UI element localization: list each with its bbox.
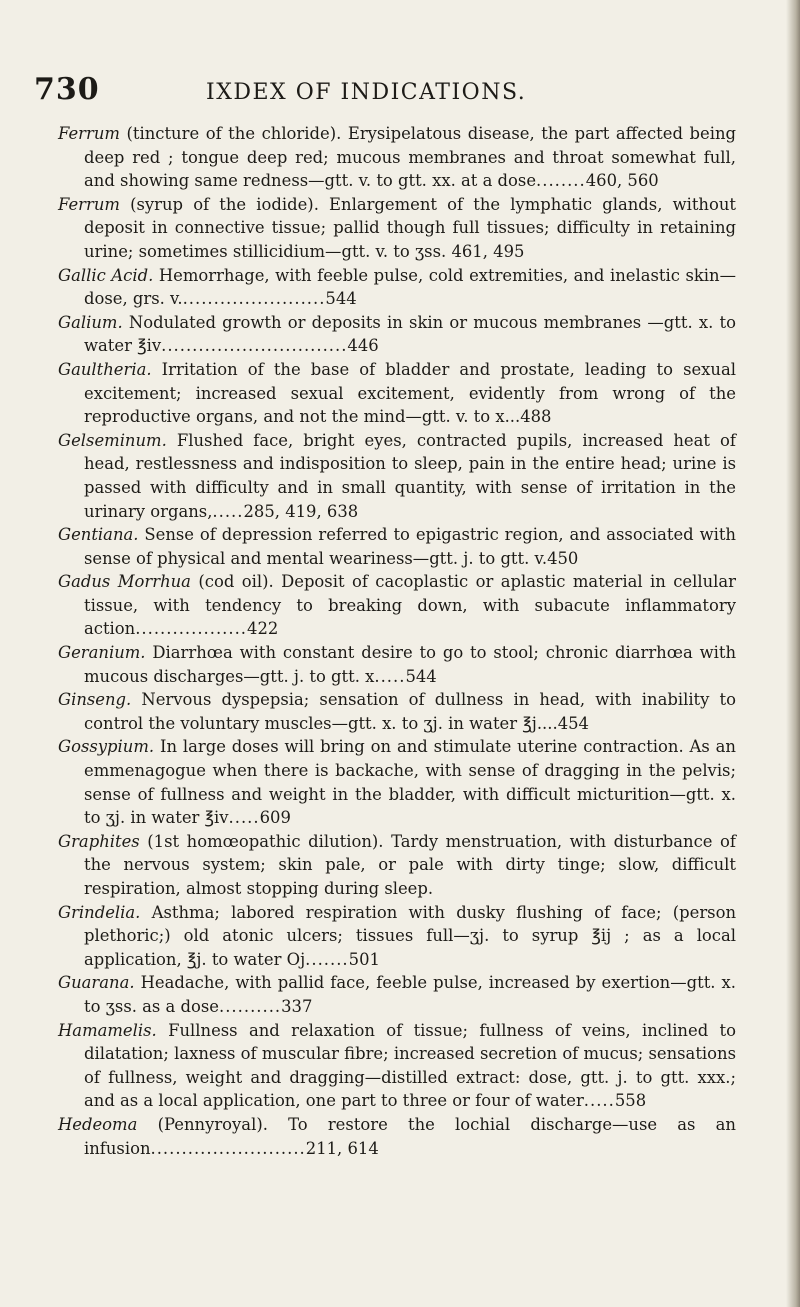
entry-pages: 460, 560 xyxy=(585,171,659,191)
page-header xyxy=(34,72,734,112)
index-entry: Hedeoma (Pennyroyal). To restore the lochial discharge—use as an infusion.........................211, 614 xyxy=(58,1114,736,1158)
entry-text: Asthma; labored respiration with dusky flushing of face; (person plethoric;) old atonic ulcers; tissues full—ʒj. to syrup ℥ij ; as a local application, ℥j. to water Oj xyxy=(84,902,736,969)
entry-text: Nervous dyspepsia; sensation of dullness in head, with inability to control the voluntary muscles—gtt. x. to ʒj. in water ℥j.... xyxy=(84,690,736,733)
entry-term: Ferrum xyxy=(58,194,120,214)
entry-pages: 544 xyxy=(325,289,357,309)
entry-text: (tincture of the chloride). Erysipelatous disease, the part affected being deep red ; tongue deep red; mucous membranes and throat somewhat full, and showing same redness—gtt. v. to gtt. xx. at a dose xyxy=(84,124,736,191)
entry-text: Diarrhœa with constant desire to go to stool; chronic diarrhœa with mucous discharges—gtt. j. to gtt. x xyxy=(84,643,736,686)
entry-pages: 422 xyxy=(247,619,279,639)
entry-text: Nodulated growth or deposits in skin or mucous membranes —gtt. x. to water ℥iv xyxy=(84,312,736,356)
index-entry: Geranium. Diarrhœa with constant desire to go to stool; chronic diarrhœa with mucous discharges—gtt. j. to gtt. x.....544 xyxy=(58,643,736,686)
page-number: 730 xyxy=(34,72,100,107)
entry-term: Ginseng. xyxy=(58,690,132,710)
entry-term: Gossypium. xyxy=(58,737,155,757)
entry-term: Gaultheria. xyxy=(58,359,152,379)
entry-pages: 211, 614 xyxy=(305,1138,379,1158)
entry-term: Hedeoma xyxy=(58,1114,138,1134)
index-entry xyxy=(58,688,736,735)
entry-pages: 446 xyxy=(347,336,379,356)
index-entry: Gossypium. In large doses will bring on and stimulate uterine contraction. As an emmenagogue when there is backache, with sense of dragging in the pelvis; sense of fullness and weight in the bladder, with difficult micturition—gtt. x. to ʒj. in water ℥iv.....609 xyxy=(58,737,736,828)
index-entry xyxy=(58,193,736,264)
running-head: IXDEX OF INDICATIONS. xyxy=(206,80,527,105)
entry-text: Hemorrhage, with feeble pulse, cold extremities, and inelastic skin—dose, grs. v. xyxy=(84,265,736,309)
entry-term: Graphites xyxy=(58,831,140,851)
entry-text: In large doses will bring on and stimulate uterine contraction. As an emmenagogue when there is backache, with sense of dragging in the pelvis; sense of fullness and weight in the bladder, with difficult micturition—gtt. x. to ʒj. in water ℥iv xyxy=(84,737,736,828)
entry-term: Hamamelis. xyxy=(58,1020,157,1040)
entry-term: Guarana. xyxy=(58,973,135,993)
entry-pages: 337 xyxy=(281,996,313,1016)
index-entry: Ferrum (tincture of the chloride). Erysipelatous disease, the part affected being deep red ; tongue deep red; mucous membranes and throat somewhat full, and showing same redness—gtt. v. to gtt. xx. at a dose........460, 560 xyxy=(58,124,736,191)
entry-term: Gadus Morrhua xyxy=(58,572,191,592)
entry-text: (1st homœopathic dilution). Tardy menstruation, with disturbance of the nervous system; skin pale, or pale with dirty tinge; slow, difficult respiration, almost stopping during sleep. xyxy=(84,831,736,898)
page-edge-shadow xyxy=(786,0,800,1307)
index-entry: Galium. Nodulated growth or deposits in skin or mucous membranes —gtt. x. to water ℥iv..............................446 xyxy=(58,312,736,356)
entry-pages: 544 xyxy=(405,666,437,686)
entry-text: Flushed face, bright eyes, contracted pupils, increased heat of head, restlessness and indisposition to sleep, pain in the entire head; urine is passed with difficulty and in small quantity, with sense of irritation in the urinary organs, xyxy=(84,430,736,521)
entry-text: Sense of depression referred to epigastric region, and associated with sense of physical and mental weariness—gtt. j. to gtt. v. xyxy=(84,525,736,568)
entry-pages: 488 xyxy=(520,407,552,427)
index-entry: Gelseminum. Flushed face, bright eyes, contracted pupils, increased heat of head, restlessness and indisposition to sleep, pain in the entire head; urine is passed with difficulty and in small quantity, with sense of irritation in the urinary organs,.....285, 419, 638 xyxy=(58,430,736,521)
entry-text: Fullness and relaxation of tissue; fullness of veins, inclined to dilatation; laxness of muscular fibre; increased secretion of mucus; sensations of fullness, weight and dragging—distilled extract: dose, gtt. j. to gtt. xxx.; and as a local application, one part to three or four of water xyxy=(84,1020,736,1111)
index-entry: Gallic Acid. Hemorrhage, with feeble pulse, cold extremities, and inelastic skin—dose, grs. v........................544 xyxy=(58,265,736,309)
index-entry xyxy=(58,523,736,570)
entry-pages: 461, 495 xyxy=(451,241,525,261)
entry-pages: 609 xyxy=(259,808,291,828)
entry-pages: 501 xyxy=(348,949,380,969)
entry-pages: 558 xyxy=(614,1091,647,1111)
entry-text: (syrup of the iodide). Enlargement of the lymphatic glands, without deposit in connective tissue; pallid though full tissues; difficulty in retaining urine; sometimes stillicidium—gtt. v. to ʒss. xyxy=(84,194,736,261)
index-entry: Hamamelis. Fullness and relaxation of tissue; fullness of veins, inclined to dilatation; laxness of muscular fibre; increased secretion of mucus; sensations of fullness, weight and dragging—distilled extract: dose, gtt. j. to gtt. xxx.; and as a local application, one part to three or four of water.....558 xyxy=(58,1020,736,1111)
index-entry: Grindelia. Asthma; labored respiration with dusky flushing of face; (person plethoric;) old atonic ulcers; tissues full—ʒj. to syrup ℥ij ; as a local application, ℥j. to water Oj.......501 xyxy=(58,902,736,969)
entry-term: Grindelia. xyxy=(58,902,141,922)
entry-term: Galium. xyxy=(58,312,123,332)
entry-text: Irritation of the base of bladder and prostate, leading to sexual excitement; increased sexual excitement, evidently from wrong of the reproductive organs, and not the mind—gtt. v. to x... xyxy=(84,359,736,427)
index-entry: Gadus Morrhua (cod oil). Deposit of cacoplastic or aplastic material in cellular tissue, with tendency to breaking down, with subacute inflammatory action..................422 xyxy=(58,572,736,639)
entry-term: Gentiana. xyxy=(58,525,139,545)
entry-term: Ferrum xyxy=(58,124,120,143)
entry-term: Gelseminum. xyxy=(58,430,167,450)
entry-pages: 285, 419, 638 xyxy=(243,501,359,521)
index-entry xyxy=(58,358,736,429)
entry-pages: 450 xyxy=(547,548,579,568)
index-entry: Guarana. Headache, with pallid face, feeble pulse, increased by exertion—gtt. x. to ʒss. as a dose..........337 xyxy=(58,973,736,1016)
index-entries xyxy=(58,122,736,1160)
entry-text: (cod oil). Deposit of cacoplastic or aplastic material in cellular tissue, with tendency to breaking down, with subacute inflammatory action xyxy=(84,572,736,639)
entry-term: Geranium. xyxy=(58,643,146,663)
entry-text: Headache, with pallid face, feeble pulse, increased by exertion—gtt. x. to ʒss. as a dose xyxy=(84,973,736,1016)
entry-pages: 454 xyxy=(557,713,589,733)
entry-text: (Pennyroyal). To restore the lochial discharge—use as an infusion xyxy=(84,1114,736,1158)
index-entry xyxy=(58,830,736,901)
entry-term: Gallic Acid. xyxy=(58,265,154,285)
